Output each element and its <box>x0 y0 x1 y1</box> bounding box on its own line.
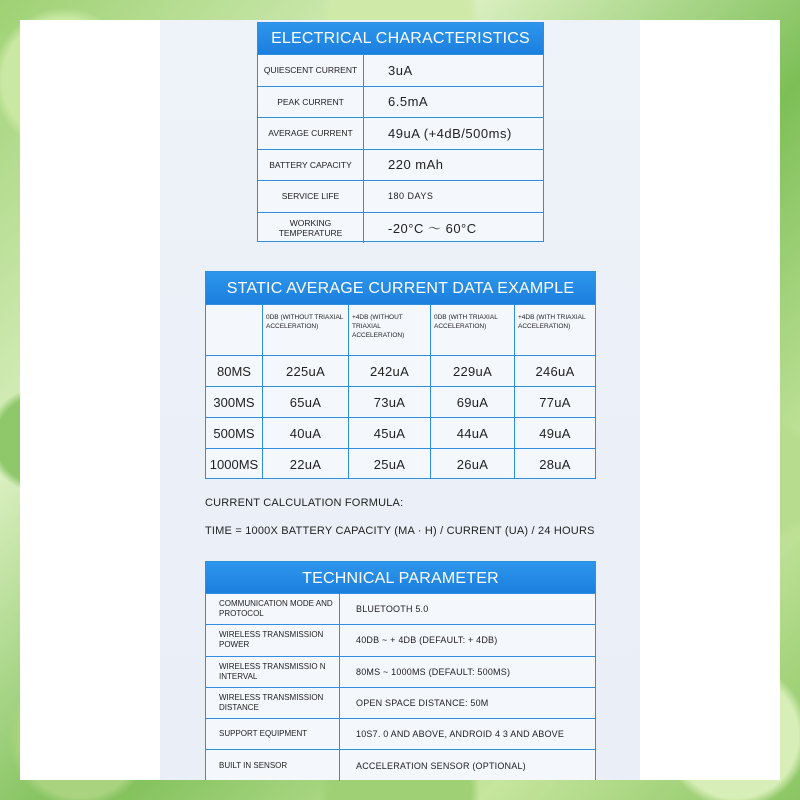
row-value: 80MS ~ 1000MS (DEFAULT: 500MS) <box>339 657 595 687</box>
table-row <box>206 355 595 386</box>
table-cell: 225uA <box>262 356 348 386</box>
table-cell: 22uA <box>262 449 348 479</box>
row-label: COMMUNICATION MODE AND PROTOCOL <box>219 599 333 619</box>
row-value: 6.5mA <box>363 87 543 118</box>
table-cell: 45uA <box>348 418 430 448</box>
table-row <box>206 386 595 417</box>
row-label: BUILT IN SENSOR <box>219 760 288 770</box>
table-cell: 28uA <box>514 449 595 479</box>
column-header: +4DB (WITH TRIAXIAL ACCELERATION) <box>514 305 595 355</box>
table-cell: 40uA <box>262 418 348 448</box>
interval-label: 1000MS <box>209 456 259 472</box>
interval-label: 80MS <box>217 363 251 379</box>
row-value: 49uA (+4dB/500ms) <box>363 118 543 149</box>
table-cell: 69uA <box>430 387 514 417</box>
row-value: 3uA <box>363 55 543 86</box>
corner-cell <box>206 305 262 355</box>
table-row <box>206 593 595 624</box>
row-value: BLUETOOTH 5.0 <box>339 594 595 624</box>
table-row <box>258 117 543 149</box>
static-average-current-table <box>205 271 596 479</box>
column-header-row <box>206 304 595 355</box>
row-label: WIRELESS TRANSMISSION POWER <box>219 630 324 650</box>
column-header: +4DB (WITHOUT TRIAXIAL ACCELERATION) <box>348 305 430 355</box>
table-row <box>258 86 543 118</box>
table-row <box>258 54 543 86</box>
table-cell: 44uA <box>430 418 514 448</box>
table-row <box>206 417 595 448</box>
table-cell: 246uA <box>514 356 595 386</box>
row-label: SUPPORT EQUIPMENT <box>219 729 308 739</box>
technical-title: TECHNICAL PARAMETER <box>206 562 595 593</box>
row-value: ACCELERATION SENSOR (OPTIONAL) <box>339 750 595 780</box>
row-value: 10S7. 0 AND ABOVE, ANDROID 4 3 AND ABOVE <box>339 719 595 749</box>
interval-label: 500MS <box>213 425 255 441</box>
row-value: 220 mAh <box>363 150 543 181</box>
formula-heading: CURRENT CALCULATION FORMULA: <box>205 497 404 509</box>
table-row <box>206 656 595 687</box>
table-row <box>206 624 595 655</box>
row-label: WIRELESS TRANSMISSIO N INTERVAL <box>219 661 326 681</box>
table-cell: 229uA <box>430 356 514 386</box>
table-row <box>258 180 543 212</box>
table-row <box>206 687 595 718</box>
interval-label: 300MS <box>213 394 255 410</box>
row-label: PEAK CURRENT <box>277 96 344 107</box>
row-label: WORKING TEMPERATURE <box>278 217 343 238</box>
row-value: -20°C ～ 60°C <box>363 213 543 244</box>
table-cell: 25uA <box>348 449 430 479</box>
column-header: 0DB (WITHOUT TRIAXIAL ACCELERATION) <box>262 305 348 355</box>
static-title: STATIC AVERAGE CURRENT DATA EXAMPLE <box>206 272 595 304</box>
row-value: 40DB ~ + 4DB (DEFAULT: + 4DB) <box>339 625 595 655</box>
electrical-characteristics-table <box>257 22 544 242</box>
table-row <box>206 718 595 749</box>
row-label: BATTERY CAPACITY <box>269 159 352 170</box>
table-row <box>258 149 543 181</box>
row-label: QUIESCENT CURRENT <box>263 65 358 76</box>
row-label: WIRELESS TRANSMISSION DISTANCE <box>219 693 324 713</box>
table-cell: 73uA <box>348 387 430 417</box>
table-cell: 242uA <box>348 356 430 386</box>
electrical-title: ELECTRICAL CHARACTERISTICS <box>258 23 543 54</box>
table-row <box>206 448 595 479</box>
column-header: 0DB (WITH TRIAXIAL ACCELERATION) <box>430 305 514 355</box>
table-row <box>206 749 595 780</box>
row-label: AVERAGE CURRENT <box>268 128 353 139</box>
technical-parameter-table <box>205 561 596 780</box>
table-row <box>258 212 543 244</box>
table-cell: 49uA <box>514 418 595 448</box>
row-label: SERVICE LIFE <box>281 191 340 202</box>
row-value: OPEN SPACE DISTANCE: 50M <box>339 688 595 718</box>
row-value: 180 DAYS <box>363 181 543 212</box>
table-cell: 26uA <box>430 449 514 479</box>
table-cell: 77uA <box>514 387 595 417</box>
formula-text: TIME = 1000X BATTERY CAPACITY (MA · H) / CURRENT (UA) / 24 HOURS <box>205 525 595 537</box>
table-cell: 65uA <box>262 387 348 417</box>
